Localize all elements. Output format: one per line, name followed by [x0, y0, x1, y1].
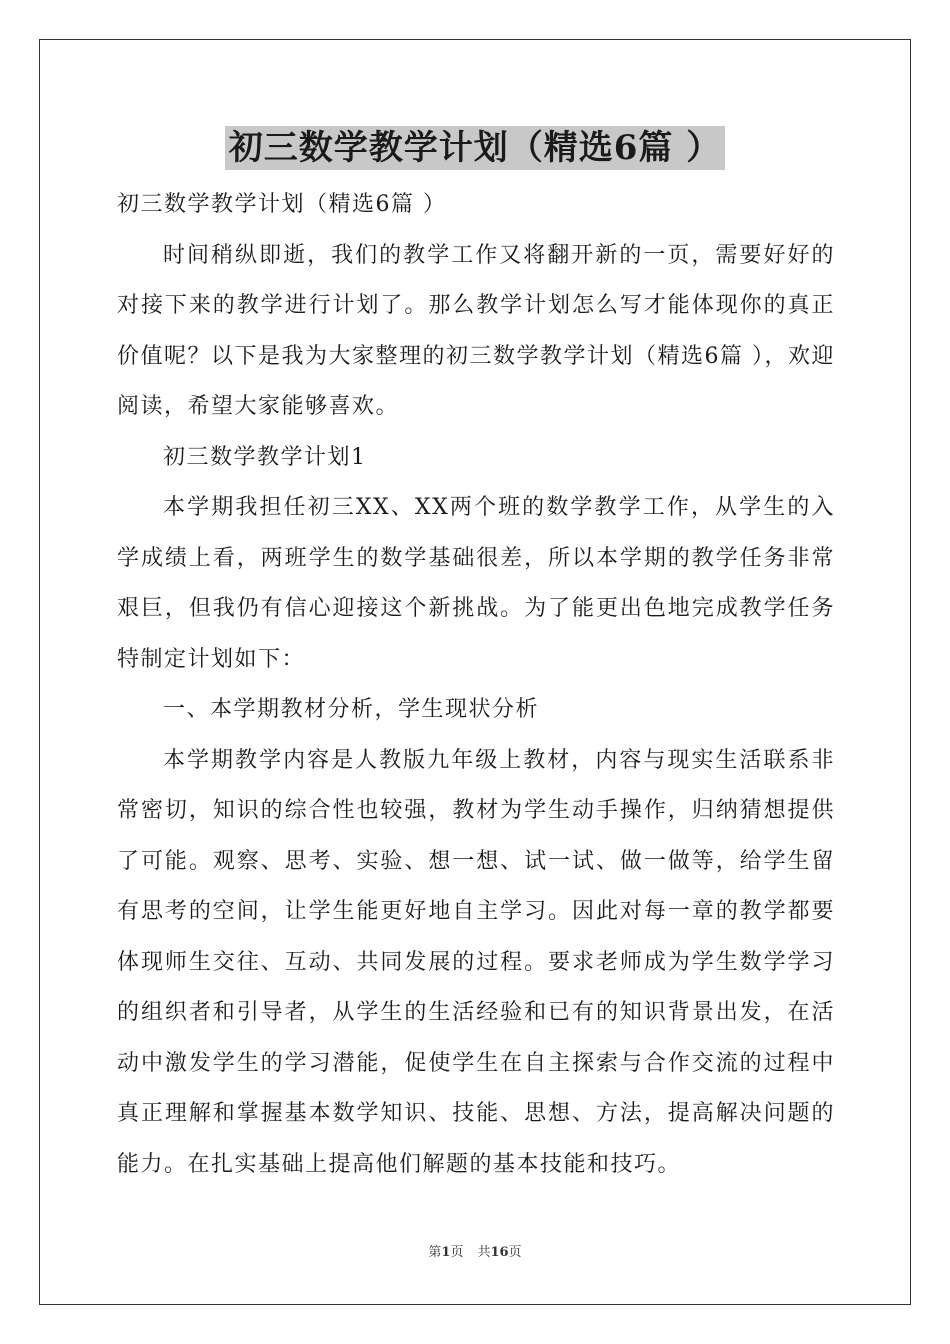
paragraph-textbook-analysis: 本学期教学内容是人教版九年级上教材，内容与现实生活联系非常密切，知识的综合性也较强，教材为学生动手操作，归纳猜想提供了可能。观察、思考、实验、想一想、试一试、做一做等，给学生留有思考的空间，让学生能更好地自主学习。因此对每一章的教学都要体现师生交往、互动、共同发展的过程。要求老师成为学生数学学习的组织者和引导者，从学生的生活经验和已有的知识背景出发，在活动中激发学生的学习潜能，促使学生在自主探索与合作交流的过程中真正理解和掌握基本数学知识、技能、思想、方法，提高解决问题的能力。在扎实基础上提高他们解题的基本技能和技巧。: [117, 747, 835, 1177]
document-body: [117, 180, 835, 1190]
page-total-prefix: 共: [477, 1245, 491, 1260]
page-total: [477, 1244, 521, 1262]
title-container: [0, 126, 950, 170]
document-subtitle: 初三数学教学计划（精选6篇 ）: [117, 192, 447, 217]
section-heading-analysis: 一、本学期教材分析，学生现状分析: [163, 697, 540, 722]
page-footer: [0, 1244, 950, 1262]
paragraph-plan-overview: 本学期我担任初三XX、XX两个班的数学教学工作，从学生的入学成绩上看，两班学生的数学基础很差，所以本学期的教学任务非常艰巨，但我仍有信心迎接这个新挑战。为了能更出色地完成教学任务特制定计划如下：: [117, 495, 835, 672]
page-number-current: 1: [441, 1245, 451, 1260]
document-title: 初三数学教学计划（精选6篇 ）: [225, 126, 726, 170]
page-total-count: 16: [490, 1245, 509, 1260]
section-heading-plan-1: 初三数学教学计划1: [163, 444, 367, 470]
page-number: [428, 1244, 463, 1262]
page-total-suffix: 页: [508, 1245, 522, 1260]
paragraph-intro: 时间稍纵即逝，我们的教学工作又将翻开新的一页，需要好好的对接下来的教学进行计划了。那么教学计划怎么写才能体现你的真正价值呢？以下是我为大家整理的初三数学教学计划（精选6篇 ），欢迎阅读，希望大家能够喜欢。: [117, 242, 835, 419]
page-number-prefix: 第: [428, 1245, 442, 1260]
page-number-suffix: 页: [450, 1245, 464, 1260]
